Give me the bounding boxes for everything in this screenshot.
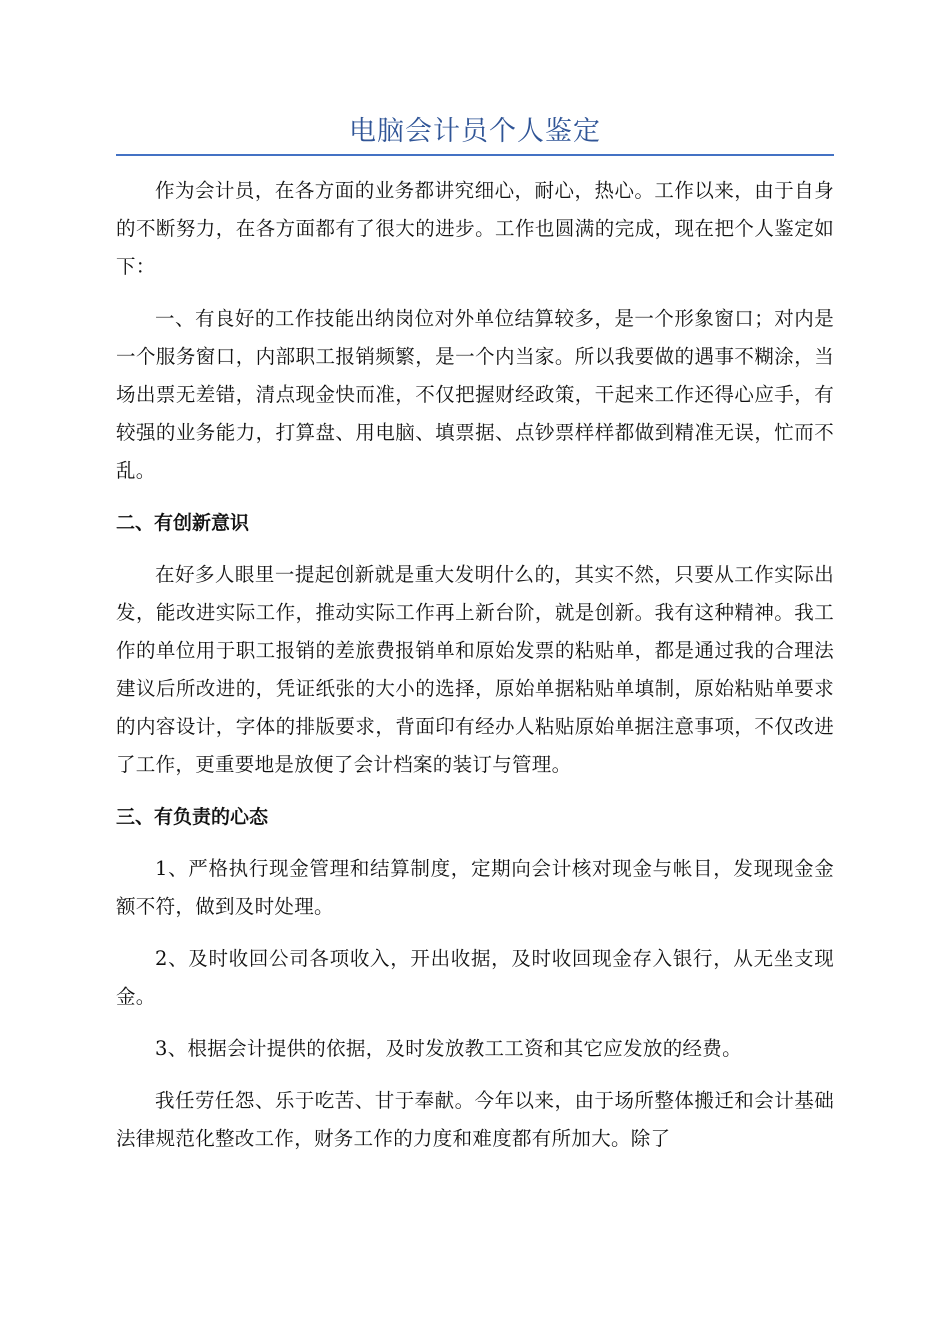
responsibility-item-2: 2、及时收回公司各项收入，开出收据，及时收回现金存入银行，从无坐支现金。	[116, 947, 834, 1008]
section-heading-innovation: 二、有创新意识	[116, 512, 250, 534]
document-body	[116, 172, 834, 1158]
innovation-paragraph: 在好多人眼里一提起创新就是重大发明什么的，其实不然，只要从工作实际出发，能改进实际工作，推动实际工作再上新台阶，就是创新。我有这种精神。我工作的单位用于职工报销的差旅费报销单和原始发票的粘贴单，都是通过我的合理法建议后所改进的，凭证纸张的大小的选择，原始单据粘贴单填制，原始粘贴单要求的内容设计，字体的排版要求，背面印有经办人粘贴原始单据注意事项，不仅改进了工作，更重要地是放便了会计档案的装订与管理。	[116, 563, 834, 776]
page-title: 电脑会计员个人鉴定	[349, 116, 601, 147]
responsibility-item-3: 3、根据会计提供的依据，及时发放教工工资和其它应发放的经费。	[155, 1037, 742, 1060]
section-one-paragraph: 一、有良好的工作技能出纳岗位对外单位结算较多，是一个形象窗口；对内是一个服务窗口，内部职工报销频繁，是一个内当家。所以我要做的遇事不糊涂，当场出票无差错，清点现金快而准，不仅把握财经政策，干起来工作还得心应手，有较强的业务能力，打算盘、用电脑、填票据、点钞票样样都做到精准无误，忙而不乱。	[116, 307, 834, 482]
intro-paragraph: 作为会计员，在各方面的业务都讲究细心，耐心，热心。工作以来，由于自身的不断努力，在各方面都有了很大的进步。工作也圆满的完成，现在把个人鉴定如下：	[116, 179, 834, 278]
title-underline	[116, 154, 834, 156]
closing-paragraph: 我任劳任怨、乐于吃苦、甘于奉献。今年以来，由于场所整体搬迁和会计基础法律规范化整改工作，财务工作的力度和难度都有所加大。除了	[116, 1089, 834, 1150]
section-heading-responsibility: 三、有负责的心态	[116, 806, 269, 828]
responsibility-item-1: 1、严格执行现金管理和结算制度，定期向会计核对现金与帐目，发现现金金额不符，做到及时处理。	[116, 857, 834, 918]
